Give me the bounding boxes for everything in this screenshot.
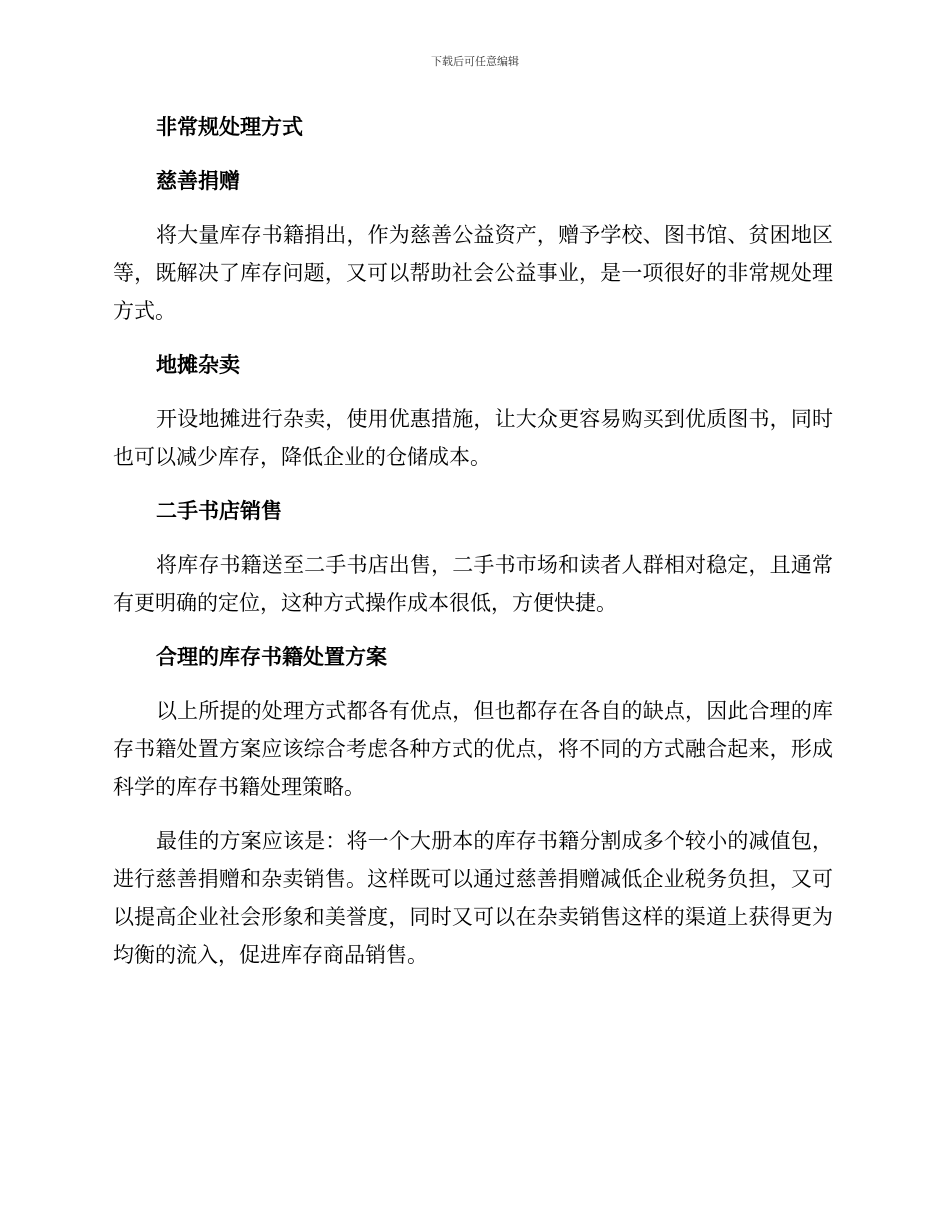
paragraph-secondhand: 将库存书籍送至二手书店出售，二手书市场和读者人群相对稳定，且通常有更明确的定位，这种方式操作成本很低，方便快捷。 xyxy=(113,553,833,615)
paragraph-donation: 将大量库存书籍捐出，作为慈善公益资产，赠予学校、图书馆、贫困地区等，既解决了库存问题，又可以帮助社会公益事业，是一项很好的非常规处理方式。 xyxy=(113,223,833,323)
paragraph-plan-2: 最佳的方案应该是：将一个大册本的库存书籍分割成多个较小的减值包，进行慈善捐赠和杂卖销售。这样既可以通过慈善捐赠减低企业税务负担，又可以提高企业社会形象和美誉度，同时又可以在杂卖销售这样的渠道上获得更为均衡的流入，促进库存商品销售。 xyxy=(113,829,833,967)
document-body xyxy=(113,108,833,990)
section-heading-main: 非常规处理方式 xyxy=(156,114,303,139)
page-header-note: 下载后可任意编辑 xyxy=(431,55,519,68)
section-heading-street-sale: 地摊杂卖 xyxy=(156,352,240,377)
paragraph-plan-1: 以上所提的处理方式都各有优点，但也都存在各自的缺点，因此合理的库存书籍处置方案应该综合考虑各种方式的优点，将不同的方式融合起来，形成科学的库存书籍处理策略。 xyxy=(113,699,833,799)
section-heading-secondhand: 二手书店销售 xyxy=(156,498,282,523)
section-heading-plan: 合理的库存书籍处置方案 xyxy=(156,644,387,669)
paragraph-street-sale: 开设地摊进行杂卖，使用优惠措施，让大众更容易购买到优质图书，同时也可以减少库存，降低企业的仓储成本。 xyxy=(113,407,833,469)
section-heading-donation: 慈善捐赠 xyxy=(156,168,240,193)
